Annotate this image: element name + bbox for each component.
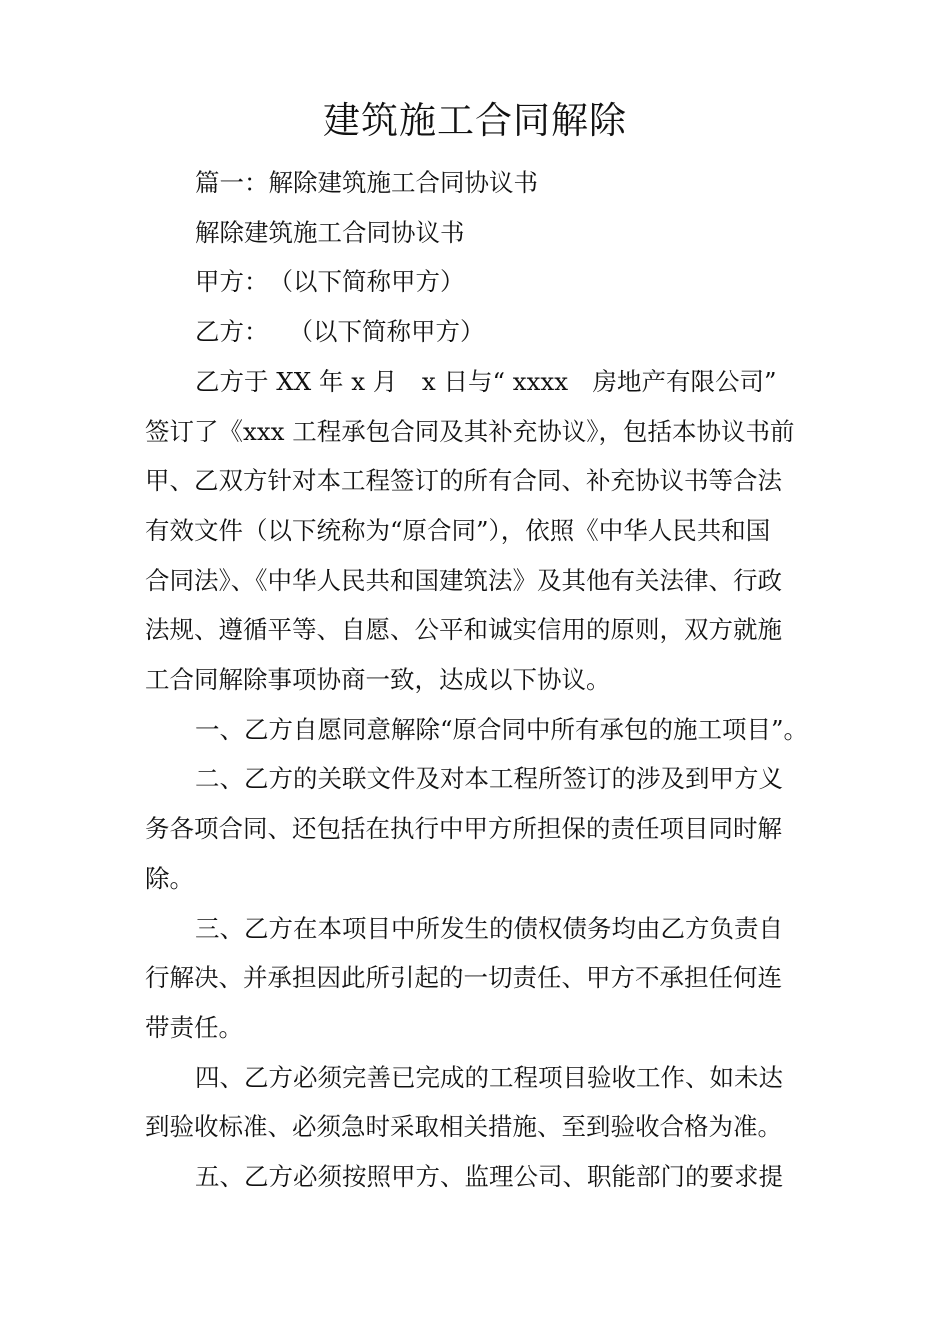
body-line: 解除建筑施工合同协议书 [195, 217, 465, 247]
body-line: 一、乙方自愿同意解除“原合同中所有承包的施工项目”。 [195, 714, 809, 744]
document-title: 建筑施工合同解除 [323, 99, 627, 142]
body-line: 乙方： （以下简称甲方） [195, 317, 485, 347]
body-line: 务各项合同、还包括在执行中甲方所担保的责任项目同时解 [145, 814, 782, 844]
body-line: 到验收标准、必须急时采取相关措施、至到验收合格为准。 [145, 1112, 782, 1142]
body-line: 除。 [145, 863, 194, 893]
body-line: 三、乙方在本项目中所发生的债权债务均由乙方负责自 [195, 913, 783, 943]
body-line: 行解决、并承担因此所引起的一切责任、甲方不承担任何连 [145, 963, 782, 993]
body-line: 五、乙方必须按照甲方、监理公司、职能部门的要求提 [195, 1162, 783, 1192]
body-line: 甲方： （以下简称甲方） [195, 267, 465, 297]
body-line: 合同法》、《中华人民共和国建筑法》及其他有关法律、行政 [145, 565, 782, 595]
document-body [145, 158, 825, 1202]
body-line: 带责任。 [145, 1012, 243, 1042]
body-line: 法规、遵循平等、自愿、公平和诚实信用的原则，双方就施 [145, 615, 782, 645]
body-line: 签订了《xxx 工程承包合同及其补充协议》，包括本协议书前 [145, 416, 795, 446]
body-line: 四、乙方必须完善已完成的工程项目验收工作、如未达 [195, 1062, 783, 1092]
body-line: 乙方于 XX 年 x 月 x 日与“ xxxx 房地产有限公司” [195, 366, 777, 396]
body-line: 二、乙方的关联文件及对本工程所签订的涉及到甲方义 [195, 764, 783, 794]
body-line: 篇一：解除建筑施工合同协议书 [195, 168, 538, 197]
body-line: 甲、乙双方针对本工程签订的所有合同、补充协议书等合法 [145, 466, 782, 496]
body-line: 有效文件（以下统称为“原合同”），依照《中华人民共和国 [145, 515, 771, 545]
body-line: 工合同解除事项协商一致，达成以下协议。 [145, 665, 611, 695]
